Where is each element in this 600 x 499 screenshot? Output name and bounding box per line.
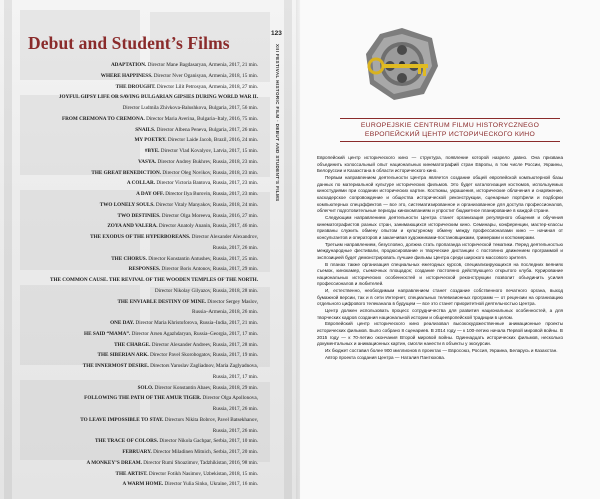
film-details: Director Konstantin Abaev, Russia, 2018, 29 min.	[153, 384, 258, 391]
film-details: Director Nikola Gachpar, Serbia, 2017, 10 min.	[158, 438, 258, 445]
film-details: Director Vlad Kovalyov, Latvia, 2017, 15 min.	[159, 148, 258, 154]
film-entry	[8, 458, 258, 469]
film-title: JOYFUL GIPSY LIFE OR SAVING BULGARIAN GIPSIES DURING WORLD WAR II.	[58, 94, 258, 101]
film-title: FROM CREMONA TO CREMONA.	[61, 115, 145, 122]
film-entry	[8, 318, 258, 329]
film-entry	[8, 125, 258, 136]
film-title: THE ENVIABLE DESTINY OF MINE.	[117, 298, 206, 305]
center-name	[300, 121, 600, 139]
film-details: Director Olga Apollonova,	[201, 395, 258, 402]
film-title: FEBRUARY.	[122, 449, 152, 455]
film-entry	[8, 275, 258, 286]
film-entry	[8, 254, 258, 265]
film-title: ZOYA AND VALERA.	[107, 223, 158, 230]
film-entry	[8, 243, 258, 254]
film-entry	[8, 211, 258, 222]
film-title: TO LEAVE IMPOSSIBLE TO STAY.	[80, 416, 164, 423]
film-title: TWO LONELY SOULS.	[99, 201, 155, 208]
film-entry	[8, 135, 258, 146]
divider-top	[340, 118, 560, 119]
film-details: Director Olga Moreeva, Russia, 2016, 27 min.	[160, 212, 258, 219]
film-title: TWO DESTINIES.	[117, 212, 161, 219]
film-details: Director Sergey Maslov,	[205, 298, 258, 305]
film-details: Directors Yaroslav Zagliadnov, Maria Zaglyadnova,	[148, 363, 258, 369]
film-details: Director Boris Antonov, Russia, 2017, 29 min.	[160, 266, 258, 273]
film-entry	[8, 200, 258, 211]
film-details: Director Rumi Shoazimov, Tadzhikistan, 2016, 98 min.	[141, 459, 258, 466]
film-title: THE EXODUS OF THE HYPERBOREANS.	[90, 234, 191, 240]
film-entry	[8, 297, 258, 308]
side-running-header-text: XIII FESTIVAL HISTORIC FILM · DEBUT AND STUDENT’S FILMS	[275, 44, 280, 202]
film-entry	[8, 426, 258, 437]
film-title: SOLO.	[137, 384, 154, 391]
film-entry	[8, 361, 258, 372]
film-title: THE COMMON CAUSE. THE REVIVAL OF THE WOODEN TEMPLES OF THE NORTH.	[50, 277, 258, 283]
film-entry	[8, 329, 258, 340]
paragraph: Автор проекта создания Центра — Наталия Пантюхова.	[325, 354, 446, 360]
film-entry	[8, 479, 258, 490]
film-details: Director Miladinen Mitnich, Serbia, 2017, 20 min.	[151, 449, 258, 455]
page-title: Debut and Student’s Films	[28, 33, 230, 53]
film-title: THE DROUGHT.	[115, 83, 156, 90]
film-entry	[8, 114, 258, 125]
film-details: Russia, 2017, 17 min.	[212, 373, 258, 380]
film-entry	[8, 189, 258, 200]
film-entry	[8, 60, 258, 71]
film-details: Director Nikolay Gilyazov, Russia, 2018, 28 min.	[154, 287, 258, 294]
film-title: THE CHORUS.	[111, 255, 147, 262]
paragraph: Европейский центр исторического кино — структура, появление которой назрело давно. Она призвана объединить колоссальный опыт национальных кинематографий стран Европы, в том числе России, Украины, Белоруссии и Казахстана в области исторического кино.	[317, 155, 563, 174]
paragraph: Центр должен использовать процесс сотрудничества для развития национальных особенностей, а для творческих кадров создания национальной истории и общеевропейской традиции в целом.	[317, 308, 563, 320]
film-title: THE INNERMOST DESIRE.	[82, 363, 149, 369]
paragraph: Их бюджет составил более 900 миллионов в проектах — Евросоюз, Россия, Украина, Беларусь и Казахстан.	[325, 348, 558, 354]
film-details: Director Fotikh Nasimov, Uzbekistan, 2018, 15 min.	[147, 470, 258, 477]
film-details: Directors Nikita Bobrov, Pavel Batsekhanov,	[163, 416, 258, 423]
film-details: Director Nver Oganisyan, Armenia, 2018, 15 min.	[152, 72, 258, 79]
film-details: Russia, 2017, 26 min.	[212, 406, 258, 412]
film-title: THE CHARGE.	[114, 341, 151, 348]
film-title: MY POETRY.	[134, 137, 167, 144]
paragraph: Первым направлением деятельности Центра является создание общей европейской компьютерной базы данных по материальной культуре исторических фильмов. Это будет каталогизация костюмов, используемых киностудиями при создании исторических картин. Костюмы, украшения, исторические облачения и снаряжение, каскадерское сопровождение и общества исторической реконструкции, сценарные портфели и подборки компьютерных спецэффектов — все это, систематизированное и организованное для доступа профессионалов, облегчит подготовительные периоды кинокомпаниям и упростит бюджетное планирование в каждой стране.	[317, 174, 563, 214]
film-details: Director Alexander Alexandrov,	[190, 234, 258, 240]
film-title: A WARM HOME.	[122, 481, 164, 488]
paragraph: В планах также организация специальных ежегодных курсов, специализирующихся на последних веяниях съемок, кинокамер, съемочных площадок; создание постоянно действующего открытого клуба. Курирование национальных исторических особенностей и исторической реконструкции позволит объединить усилия профессионалов и любителей.	[317, 261, 563, 287]
film-title: A MONKEY’S DREAM.	[86, 459, 142, 466]
film-title: WHERE HAPPINESS.	[100, 72, 153, 79]
film-entry	[8, 82, 258, 93]
film-title: FOLLOWING THE PATH OF THE AMUR TIGER.	[84, 395, 202, 402]
film-details: Director Victoria Bantova, Russia, 2017, 23 min.	[155, 180, 258, 187]
film-details: Director Arsen Agazhdaryan, Russia–Georgia, 2017, 17 min.	[130, 330, 258, 337]
center-name-line2: ЕВРОПЕЙСКИЙ ЦЕНТР ИСТОРИЧЕСКОГО КИНО	[364, 131, 536, 138]
film-entry	[8, 146, 258, 157]
film-details: Director Yulia Sinko, Ukraine, 2017, 16 min.	[163, 481, 258, 488]
film-details: Russia, 2017, 26 min.	[212, 427, 258, 434]
film-title: ONE DAY.	[110, 320, 135, 326]
film-entry	[8, 264, 258, 275]
film-reel-key-logo	[362, 26, 442, 102]
film-details: Director Maria Averina, Bulgaria–Italy, 2016, 75 min.	[144, 115, 258, 122]
film-details: Director Konstantin Antushev, Russia, 2017, 25 min.	[146, 255, 258, 262]
film-title: #BYE.	[144, 148, 160, 154]
film-title: HE SAID “MAMA”.	[84, 330, 131, 337]
film-details: Director Andrey Bukhrev, Russia, 2018, 23 min.	[156, 158, 258, 165]
paragraph: Третьим направлением, безусловно, должна стать пропаганда исторической тематики. Перед деятельностью международные фестивали, продюсирование и творческие дистанции с постоянно движением программой и экспозицией будет демонстрировать лучшие фильмы Центра среди широкого массового зрителя.	[317, 241, 563, 260]
film-details: Director Albena Peneva, Bulgaria, 2017, 26 min.	[155, 126, 258, 133]
film-entry	[8, 372, 258, 383]
paragraph: Европейский центр исторического кино реализовал высокохудожественные анимационные проекты исторических фильмов. Было собрано 8 сценариев. В 2014 году — к 100-летию начала Первой мировой войны. В 2015 году — к 70-летию окончания Второй мировой войны. Одиннадцать исторических фильмов, несколько документальных и анимационных картин, смогли нанести в объекты у экскурсии.	[317, 321, 563, 347]
film-title: THE SIBERIAN ARK.	[97, 352, 149, 359]
film-title: THE ARTIST.	[115, 470, 148, 477]
film-details: Director Anatoly Ananin, Russia, 2017, 46 min.	[157, 223, 258, 230]
film-entry	[8, 415, 258, 426]
article-body	[317, 155, 563, 361]
film-entry	[8, 469, 258, 480]
film-title: RESPONSES.	[128, 266, 161, 273]
film-entry	[8, 383, 258, 394]
divider-bottom	[340, 141, 560, 142]
film-entry	[8, 340, 258, 351]
film-title: THE GREAT BENEDICTION.	[91, 169, 162, 176]
film-details: Director Laide Jacob, Brazil, 2016, 24 min.	[166, 137, 258, 144]
center-name-line1: EUROPEJSKIE CENTRUM FILMU HISTORYCZNEGO	[360, 122, 540, 129]
film-list	[8, 60, 258, 490]
film-details: Director Lilit Petrosyan, Armenia, 2018, 27 min.	[155, 83, 258, 90]
film-entry	[8, 92, 258, 103]
film-details: Director Alexander Andreev, Russia, 2017, 28 min.	[150, 341, 258, 348]
film-entry	[8, 157, 258, 168]
film-entry	[8, 447, 258, 458]
film-title: SNAILS.	[135, 126, 156, 133]
film-title: ADAPTATION.	[110, 62, 147, 68]
film-entry	[8, 404, 258, 415]
side-running-header	[269, 44, 281, 244]
film-entry	[8, 350, 258, 361]
film-entry	[8, 103, 258, 114]
film-entry	[8, 221, 258, 232]
paragraph: И, естественно, необходимым направлением станет создание собственного печатного органа, выход бумажной версии, так и в сети Интернет, специальных телевизионных программ — от рецензии на организацию отдельного цифрового телеканала в будущем — все это станет приоритетной деятельностью Центра.	[317, 288, 563, 307]
book-spine	[296, 0, 304, 499]
film-entry	[8, 393, 258, 404]
film-title: A COLLAR.	[126, 180, 156, 187]
film-details: Russia–Armenia, 2018, 26 min.	[192, 309, 258, 316]
film-details: Director Pavel Skorobogatov, Russia, 2017, 19 min.	[148, 352, 258, 359]
film-title: A DAY OFF.	[136, 191, 164, 197]
film-details: Director Ilya Burovin, Russia, 2017, 23 min.	[163, 191, 258, 197]
film-entry	[8, 168, 258, 179]
film-entry	[8, 436, 258, 447]
film-entry	[8, 307, 258, 318]
film-details: Director Oleg Novikov, Russia, 2018, 23 min.	[161, 169, 258, 176]
film-details: Director Ludmila Zhivkova-Balushkova, Bulgaria, 2017, 56 min.	[122, 105, 258, 111]
paragraph: Следующим направлением деятельности Центра станет организация регулярного общения и обучения кинематографистов разных стран, занимающихся историческим кино. Семинары, конференции, мастер-классы призваны служить обмену опытом и культурному обмену между профессионалами кино — начиная от консультантов и операторов и заканчивая художниками-постановщиками, гримерами и костюмерами.	[317, 214, 563, 240]
film-details: Director Maria Khristoforova, Russia–India, 2017, 21 min.	[134, 320, 258, 326]
film-entry	[8, 178, 258, 189]
film-details: Russia, 2017, 26 min.	[212, 244, 258, 251]
film-details: Director Vitaly Manyakov, Russia, 2018, 24 min.	[154, 201, 258, 208]
page-number: 123	[271, 30, 282, 37]
film-title: THE TRACE OF COLORS.	[94, 438, 159, 445]
film-entry	[8, 286, 258, 297]
film-details: Director Mane Bagdasaryan, Armenia, 2017, 21 min.	[146, 62, 258, 68]
film-entry	[8, 71, 258, 82]
film-entry	[8, 232, 258, 243]
film-title: VASYA.	[138, 158, 157, 165]
